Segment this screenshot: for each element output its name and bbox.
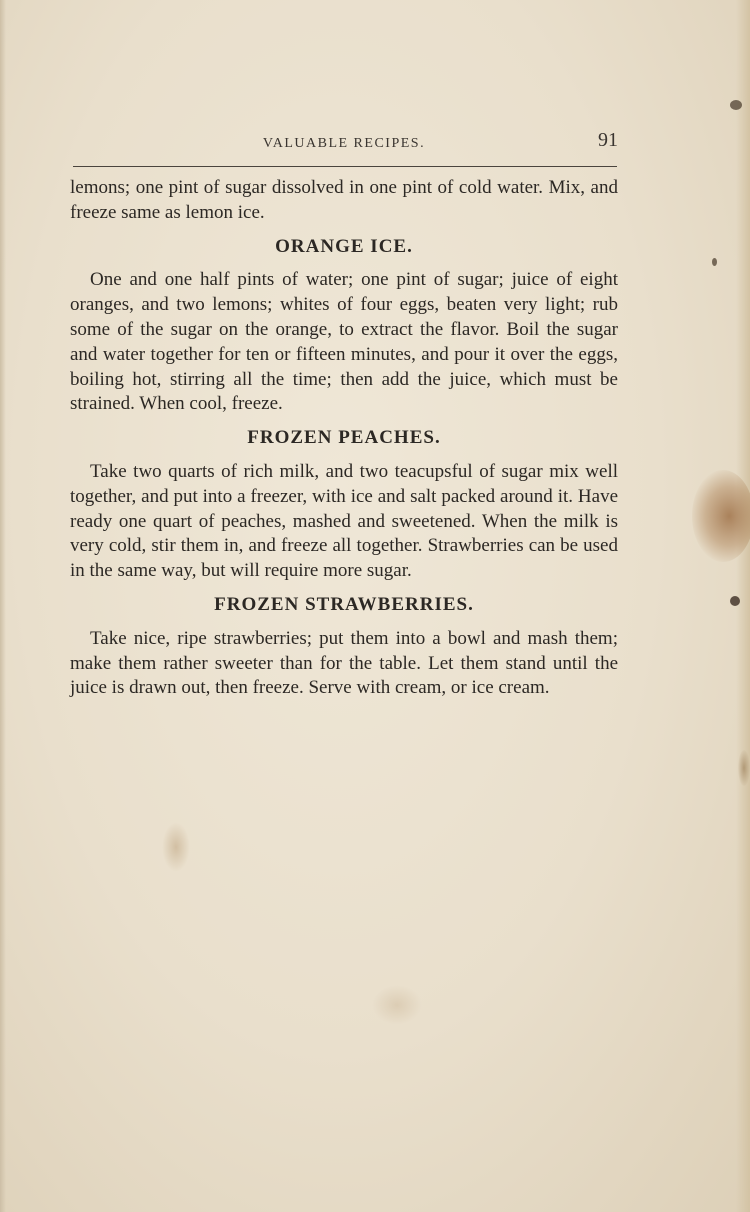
section-heading-frozen-strawberries: FROZEN STRAWBERRIES. (214, 593, 474, 615)
section-text-frozen-peaches: Take two quarts of rich milk, and two teacupsful of sugar mix well together, and put into a freezer, with ice and salt packed around it. Have ready one quart of peaches, mashed and sweetened. When the milk is very cold, stir them in, and freeze all together. Strawberries can be used in the same way, but will require more sugar. (70, 460, 618, 582)
section-heading-frozen-peaches: FROZEN PEACHES. (247, 427, 441, 449)
foxing-stain (692, 470, 750, 562)
page-right-edge (736, 0, 750, 1212)
continuation-paragraph: lemons; one pint of sugar dissolved in one pint of cold water. Mix, and freeze same as lemon ice. (70, 177, 618, 223)
ink-spot (730, 596, 740, 606)
page-header (70, 126, 618, 156)
running-title: VALUABLE RECIPES. (262, 136, 426, 151)
section-text-frozen-strawberries: Take nice, ripe strawberries; put them into a bowl and mash them; make them rather sweeter than for the table. Let them stand until the juice is drawn out, then freeze. Serve with cream, or ice cream. (70, 627, 618, 699)
page-left-edge (0, 0, 6, 1212)
foxing-stain (372, 985, 422, 1025)
ink-spot (712, 258, 717, 266)
header-rule (73, 166, 617, 167)
page-body (70, 176, 618, 701)
foxing-stain (738, 750, 750, 786)
ink-spot (730, 100, 742, 110)
section-heading-orange-ice: ORANGE ICE. (275, 235, 413, 257)
foxing-stain (162, 822, 190, 872)
page-number: 91 (598, 129, 618, 151)
section-text-orange-ice: One and one half pints of water; one pint of sugar; juice of eight oranges, and two lemons; whites of four eggs, beaten very light; rub some of the sugar on the orange, to extract the flavor. Boil the sugar and water together for ten or fifteen minutes, and pour it over the eggs, boiling hot, stirring all the time; then add the juice, which must be strained. When cool, freeze. (70, 269, 618, 415)
